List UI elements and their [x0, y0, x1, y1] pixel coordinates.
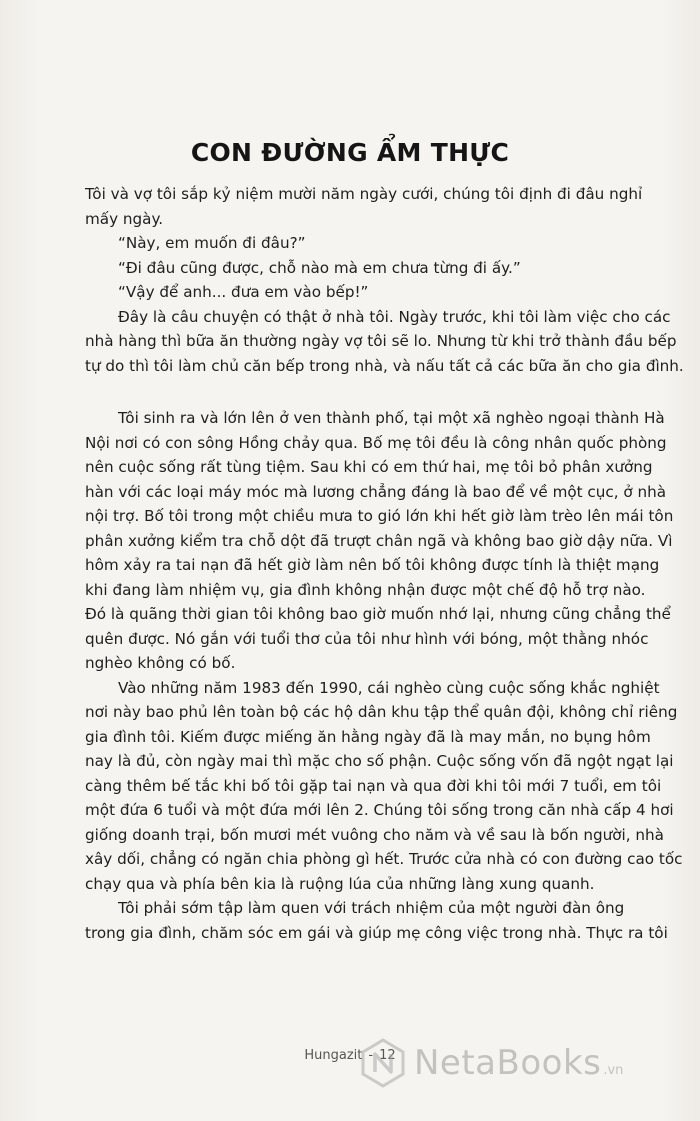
paragraph-line: nhà hàng thì bữa ăn thường ngày vợ tôi sẽ lo. Nhưng từ khi trở thành đầu bếp: [85, 332, 677, 350]
paragraph-line: phân xưởng kiểm tra chỗ dột đã trượt chân ngã và không bao giờ dậy nữa. Vì: [85, 531, 673, 550]
paragraph-line: gia đình tôi. Kiếm được miếng ăn hằng ngày đã là may mắn, no bụng hôm: [85, 727, 651, 746]
paragraph-line: Tôi và vợ tôi sắp kỷ niệm mười năm ngày cưới, chúng tôi định đi đâu nghỉ: [85, 185, 643, 203]
dialogue-line: “Này, em muốn đi đâu?”: [118, 234, 306, 252]
paragraph-line: một đứa 6 tuổi và một đứa mới lên 2. Chúng tôi sống trong căn nhà cấp 4 hơi: [85, 801, 674, 819]
paragraph-line: Đây là câu chuyện có thật ở nhà tôi. Ngày trước, khi tôi làm việc cho các: [118, 307, 671, 326]
dialogue-line: “Đi đâu cũng được, chỗ nào mà em chưa từng đi ấy.”: [118, 258, 521, 277]
paragraph-line: Tôi phải sớm tập làm quen với trách nhiệm của một người đàn ông: [118, 899, 625, 917]
watermark: [358, 1038, 623, 1088]
paragraph-line: mấy ngày.: [85, 209, 164, 228]
chapter-title: CON ĐƯỜNG ẨM THỰC: [190, 138, 510, 167]
paragraph-line: Nội nơi có con sông Hồng chảy qua. Bố mẹ tôi đều là công nhân quốc phòng: [85, 433, 667, 452]
paragraph-line: nơi này bao phủ lên toàn bộ các hộ dân khu tập thể quân đội, không chỉ riêng: [85, 703, 678, 721]
watermark-suffix: .vn: [603, 1062, 624, 1078]
paragraph-line: hàn với các loại máy móc mà lương chẳng đáng là bao để về một cục, ở nhà: [85, 482, 667, 501]
paragraph-line: trong gia đình, chăm sóc em gái và giúp mẹ công việc trong nhà. Thực ra tôi: [85, 923, 668, 942]
watermark-text: NetaBooks: [414, 1043, 602, 1083]
paragraph-line: tự do thì tôi làm chủ căn bếp trong nhà, và nấu tất cả các bữa ăn cho gia đình.: [85, 356, 684, 375]
paragraph-line: hôm xảy ra tai nạn đã hết giờ làm nên bố tôi không được tính là thiệt mạng: [85, 556, 660, 574]
paragraph-line: nội trợ. Bố tôi trong một chiều mưa to gió lớn khi hết giờ làm trèo lên mái tôn: [85, 507, 674, 525]
paragraph-line: nay là đủ, còn ngày mai thì mặc cho số phận. Cuộc sống vốn đã ngột ngạt lại: [85, 752, 674, 770]
paragraph-line: Vào những năm 1983 đến 1990, cái nghèo cùng cuộc sống khắc nghiệt: [118, 678, 660, 697]
netabooks-logo-icon: [358, 1038, 408, 1088]
book-name: Hungazit: [304, 1048, 363, 1063]
paragraph-line: quên được. Nó gắn với tuổi thơ của tôi như hình với bóng, một thằng nhóc: [85, 629, 649, 648]
paragraph-line: Tôi sinh ra và lớn lên ở ven thành phố, tại một xã nghèo ngoại thành Hà: [118, 409, 665, 427]
page-number: 12: [379, 1048, 396, 1063]
paragraph-line: Đó là quãng thời gian tôi không bao giờ muốn nhớ lại, nhưng cũng chẳng thể: [85, 605, 671, 623]
paragraph-line: khi đang làm nhiệm vụ, gia đình không nhận được một chế độ hỗ trợ nào.: [85, 580, 646, 599]
body-text: [85, 182, 684, 945]
paragraph-line: nên cuộc sống rất tùng tiệm. Sau khi có em thứ hai, mẹ tôi bỏ phân xưởng: [85, 458, 653, 476]
paragraph-line: chạy qua và phía bên kia là ruộng lúa của những làng xung quanh.: [85, 874, 595, 893]
footer-separator: -: [368, 1048, 374, 1063]
paragraph-line: xây dối, chẳng có ngăn chia phòng gì hết. Trước cửa nhà có con đường cao tốc: [85, 850, 683, 868]
paragraph-line: giống doanh trại, bốn mươi mét vuông cho năm và về sau là bốn người, nhà: [85, 825, 664, 844]
paragraph-line: càng thêm bế tắc khi bố tôi gặp tai nạn và qua đời khi tôi mới 7 tuổi, em tôi: [85, 776, 662, 795]
dialogue-line: “Vậy để anh... đưa em vào bếp!”: [118, 283, 369, 301]
paragraph-line: nghèo không có bố.: [85, 654, 236, 672]
